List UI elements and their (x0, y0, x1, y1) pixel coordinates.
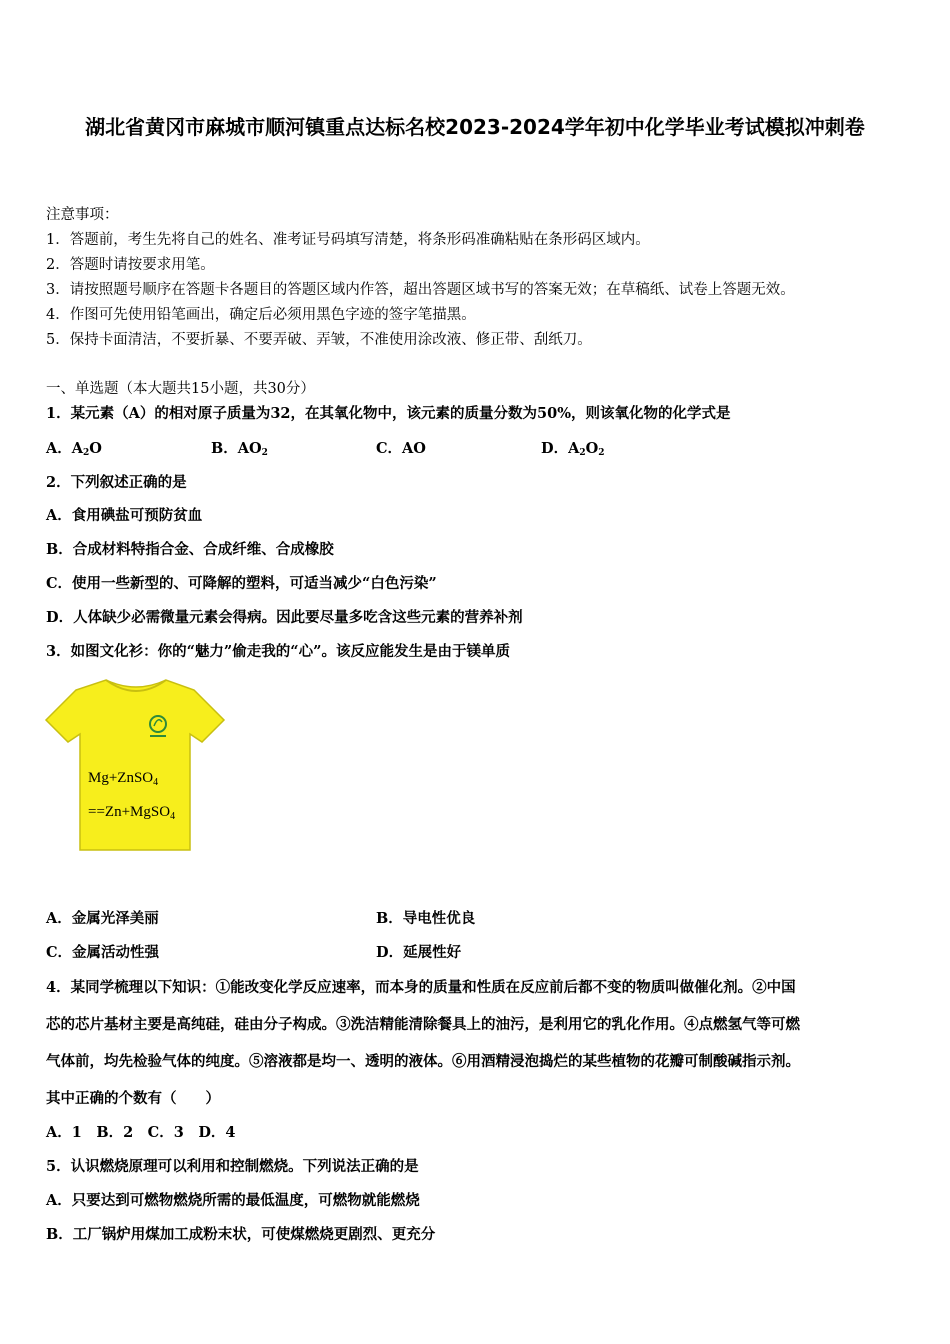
notice-item-2: 2．答题时请按要求用笔。 (46, 257, 215, 273)
q5-stem: 5．认识燃烧原理可以利用和控制燃烧。下列说法正确的是 (46, 1158, 419, 1175)
section-heading: 一、单选题（本大题共15小题，共30分） (46, 381, 315, 397)
notice-item-4: 4．作图可先使用铅笔画出，确定后必须用黑色字迹的签字笔描黑。 (46, 307, 476, 323)
q1-stem: 1．某元素（A）的相对原子质量为32，在其氧化物中，该元素的质量分数为50%，则该氧化物的化学式是 (46, 405, 731, 422)
q3-option-d: D．延展性好 (376, 944, 462, 961)
tshirt-equation-line2: ==Zn+MgSO$_4$ (88, 804, 176, 822)
q3-option-b: B．导电性优良 (376, 910, 476, 927)
q1-option-d: D．$A_2O_2$ (541, 440, 605, 458)
q5-option-a: A．只要达到可燃物燃烧所需的最低温度，可燃物就能燃烧 (46, 1192, 420, 1209)
notice-item-5: 5．保持卡面清洁，不要折暴、不要弄破、弄皱，不准使用涂改液、修正带、刮纸刀。 (46, 332, 592, 348)
q4-line-4: 其中正确的个数有（ ） (46, 1090, 220, 1107)
q2-option-a: A．食用碘盐可预防贫血 (46, 507, 203, 524)
q3-option-a: A．金属光泽美丽 (46, 910, 159, 927)
q2-option-d: D．人体缺少必需微量元素会得病。因此要尽量多吃含这些元素的营养补剂 (46, 609, 523, 626)
q1-option-b: B．$AO_2$ (211, 440, 268, 458)
q2-option-b: B．合成材料特指合金、合成纤维、合成橡胶 (46, 541, 334, 558)
tshirt-figure (44, 676, 228, 854)
notice-item-3: 3．请按照题号顺序在答题卡各题目的答题区域内作答，超出答题区域书写的答案无效；在草稿纸、试卷上答题无效。 (46, 282, 795, 298)
q4-options: A．1 B．2 C．3 D．4 (46, 1124, 236, 1141)
q2-option-c: C．使用一些新型的、可降解的塑料，可适当减少“白色污染” (46, 575, 437, 592)
q1-option-c: C．AO (376, 440, 426, 457)
q3-option-c: C．金属活动性强 (46, 944, 160, 961)
tshirt-equation-line1: Mg+ZnSO$_4$ (88, 770, 159, 788)
exam-title: 湖北省黄冈市麻城市顺河镇重点达标名校2023-2024学年初中化学毕业考试模拟冲刺卷 (85, 115, 865, 139)
q1-option-a: A．$A_2O$ (46, 440, 102, 458)
notice-heading: 注意事项： (46, 207, 119, 223)
q2-stem: 2．下列叙述正确的是 (46, 474, 187, 491)
q5-option-b: B．工厂锅炉用煤加工成粉末状，可使煤燃烧更剧烈、更充分 (46, 1226, 436, 1243)
q4-line-1: 4．某同学梳理以下知识：①能改变化学反应速率，而本身的质量和性质在反应前后都不变的物质叫做催化剂。②中国 (46, 979, 796, 996)
notice-item-1: 1．答题前，考生先将自己的姓名、准考证号码填写清楚，将条形码准确粘贴在条形码区域内。 (46, 232, 650, 248)
q4-line-2: 芯的芯片基材主要是高纯硅，硅由分子构成。③洗洁精能清除餐具上的油污，是利用它的乳化作用。④点燃氢气等可燃 (46, 1016, 800, 1033)
q4-line-3: 气体前，均先检验气体的纯度。⑤溶液都是均一、透明的液体。⑥用酒精浸泡捣烂的某些植物的花瓣可制酸碱指示剂。 (46, 1053, 800, 1070)
tshirt-body (46, 680, 224, 850)
q3-stem: 3．如图文化衫：你的“魅力”偷走我的“心”。该反应能发生是由于镁单质 (46, 643, 510, 660)
